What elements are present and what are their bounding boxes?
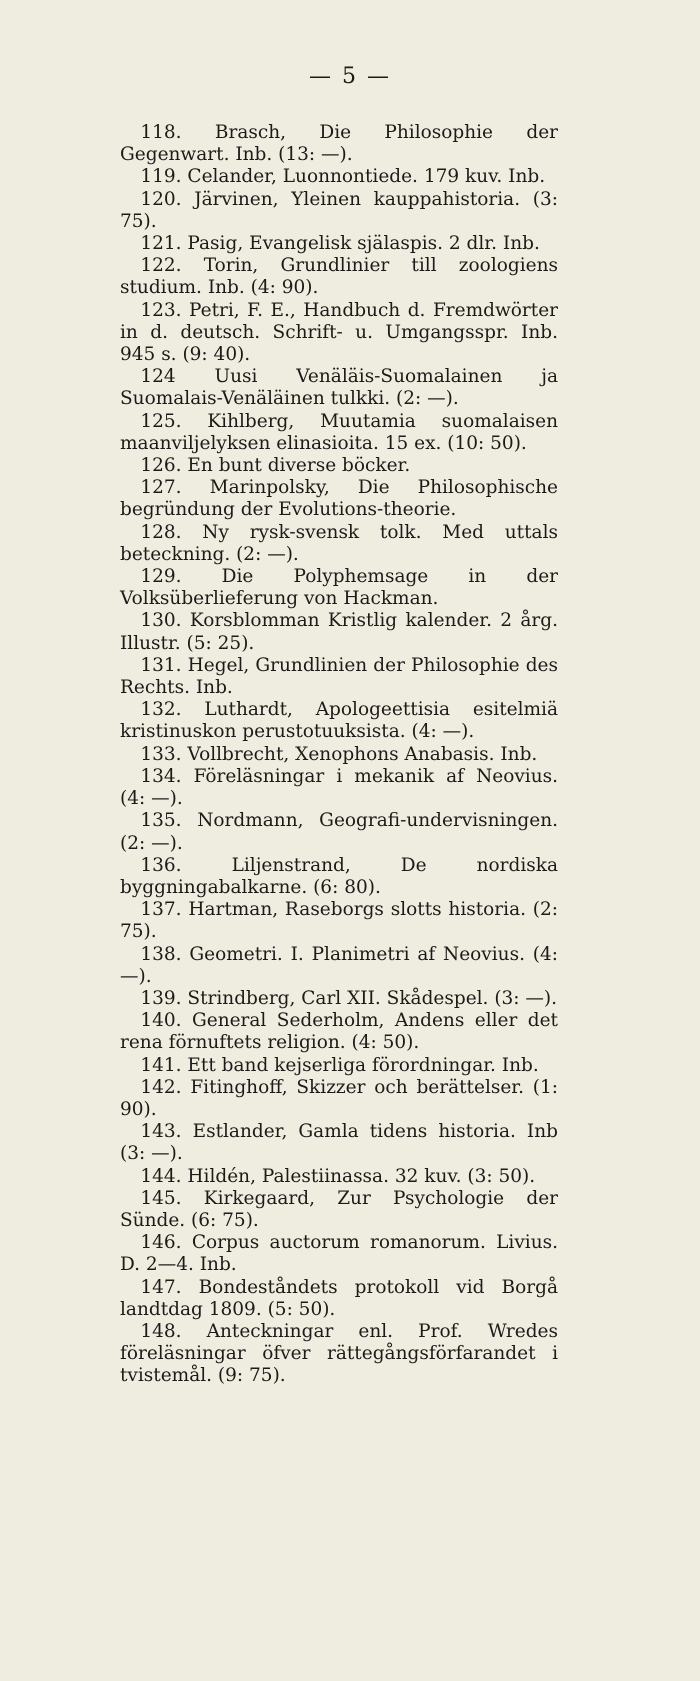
catalogue-entry: 142. Fitinghoff, Skizzer och berättelser. (1: 90). xyxy=(120,1076,558,1120)
catalogue-entry: 146. Corpus auctorum romanorum. Livius. D. 2—4. Inb. xyxy=(120,1232,558,1276)
catalogue-entry: 133. Vollbrecht, Xenophons Anabasis. Inb. xyxy=(140,743,538,765)
catalogue-entry: 132. Luthardt, Apologeettisia esitelmiä kristinuskon perustotuuksista. (4: —). xyxy=(120,699,558,743)
catalogue-entry: 137. Hartman, Raseborgs slotts historia. (2: 75). xyxy=(120,899,558,943)
catalogue-entry: 118. Brasch, Die Philosophie der Gegenwart. Inb. (13: —). xyxy=(120,122,558,166)
catalogue-entry: 126. En bunt diverse böcker. xyxy=(140,455,411,477)
catalogue-entry: 128. Ny rysk-svensk tolk. Med uttals beteckning. (2: —). xyxy=(120,521,558,565)
catalogue-entry: 135. Nordmann, Geografi-undervisningen. (2: —). xyxy=(120,810,558,854)
catalogue-entry: 138. Geometri. I. Planimetri af Neovius. (4: —). xyxy=(120,943,558,987)
catalogue-entry: 119. Celander, Luonnontiede. 179 kuv. Inb. xyxy=(140,166,546,188)
catalogue-entry: 148. Anteckningar enl. Prof. Wredes föreläsningar öfver rättegångsförfarandet i tvistemål. (9: 75). xyxy=(120,1320,558,1387)
catalogue-entry: 134. Föreläsningar i mekanik af Neovius. (4: —). xyxy=(120,765,558,810)
catalogue-entry: 127. Marinpolsky, Die Philosophische begründung der Evolutions-theorie. xyxy=(120,477,558,521)
catalogue-entry: 141. Ett band kejserliga förordningar. Inb. xyxy=(140,1054,539,1076)
catalogue-entries xyxy=(120,122,558,1388)
catalogue-entry: 129. Die Polyphemsage in der Volksüberlieferung von Hackman. xyxy=(120,566,558,610)
catalogue-entry: 147. Bondeståndets protokoll vid Borgå landtdag 1809. (5: 50). xyxy=(120,1276,558,1320)
catalogue-entry: 122. Torin, Grundlinier till zoologiens studium. Inb. (4: 90). xyxy=(120,255,558,299)
catalogue-entry: 124 Uusi Venäläis-Suomalainen ja Suomalais-Venäläinen tulkki. (2: —). xyxy=(120,366,558,410)
page-number: — 5 — xyxy=(309,64,391,89)
catalogue-entry: 136. Liljenstrand, De nordiska byggningabalkarne. (6: 80). xyxy=(120,854,558,898)
catalogue-entry: 143. Estlander, Gamla tidens historia. Inb (3: —). xyxy=(120,1121,558,1165)
catalogue-entry: 140. General Sederholm, Andens eller det rena förnuftets religion. (4: 50). xyxy=(120,1010,558,1054)
catalogue-entry: 139. Strindberg, Carl XII. Skådespel. (3: —). xyxy=(140,987,558,1009)
catalogue-entry: 145. Kirkegaard, Zur Psychologie der Sünde. (6: 75). xyxy=(120,1187,558,1231)
catalogue-entry: 130. Korsblomman Kristlig kalender. 2 årg. Illustr. (5: 25). xyxy=(120,610,558,654)
catalogue-entry: 144. Hildén, Palestiinassa. 32 kuv. (3: 50). xyxy=(140,1165,536,1187)
catalogue-entry: 121. Pasig, Evangelisk själaspis. 2 dlr. Inb. xyxy=(140,233,540,255)
catalogue-entry: 125. Kihlberg, Muutamia suomalaisen maanviljelyksen elinasioita. 15 ex. (10: 50). xyxy=(120,410,558,454)
catalogue-entry: 120. Järvinen, Yleinen kauppahistoria. (3: 75). xyxy=(120,188,558,232)
catalogue-entry: 123. Petri, F. E., Handbuch d. Fremdwörter in d. deutsch. Schrift- u. Umgangsspr. Inb. 945 s. (9: 40). xyxy=(120,299,558,366)
catalogue-entry: 131. Hegel, Grundlinien der Philosophie des Rechts. Inb. xyxy=(120,654,558,699)
